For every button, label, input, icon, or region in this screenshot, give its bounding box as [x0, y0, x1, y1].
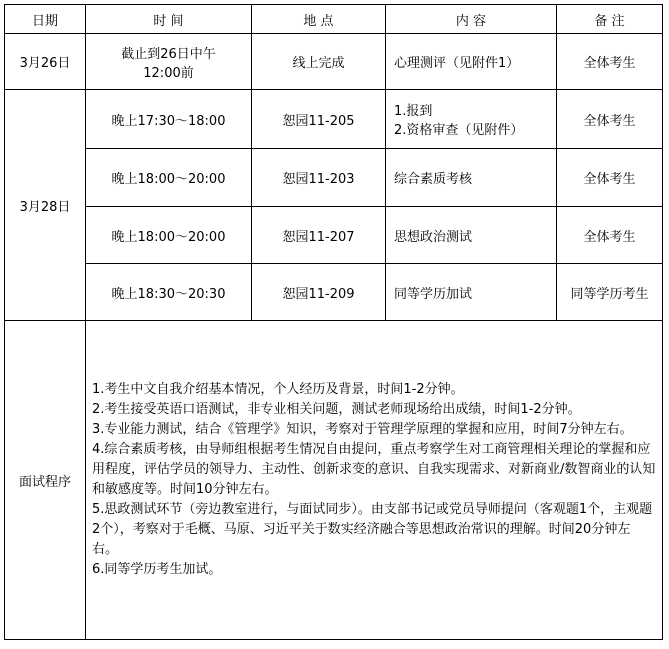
content-cell: 同等学历加试 [386, 264, 557, 321]
content-line: 1.报到 [394, 104, 433, 119]
content-cell: 综合素质考核 [386, 149, 557, 207]
table-row [5, 264, 663, 321]
procedure-item: 6.同等学历考生加试。 [92, 562, 222, 577]
table-row [5, 149, 663, 207]
time-cell: 晚上18:30～20:30 [86, 264, 252, 321]
header-note: 备 注 [557, 5, 663, 34]
header-content: 内 容 [386, 5, 557, 34]
location-cell: 恕园11-207 [252, 207, 386, 264]
content-cell: 思想政治测试 [386, 207, 557, 264]
table-row [5, 34, 663, 90]
time-line: 截止到26日中午 [121, 46, 216, 62]
content-line: 2.资格审查（见附件） [394, 123, 524, 138]
note-cell: 全体考生 [557, 149, 663, 207]
header-date: 日期 [5, 5, 86, 34]
header-location: 地 点 [252, 5, 386, 34]
time-cell: 晚上17:30～18:00 [86, 90, 252, 149]
procedure-item: 5.思政测试环节（旁边教室进行，与面试同步）。由支部书记或党员导师提问（客观题1个，主观题2个），考察对于毛概、马原、习近平关于数实经济融合等思想政治常识的理解。时间20分钟左右。 [92, 502, 653, 557]
note-cell: 全体考生 [557, 34, 663, 90]
procedure-item: 1.考生中文自我介绍基本情况，个人经历及背景，时间1-2分钟。 [92, 382, 464, 397]
header-row [5, 5, 663, 34]
time-cell: 晚上18:00～20:00 [86, 149, 252, 207]
table-row [5, 207, 663, 264]
note-cell: 全体考生 [557, 90, 663, 149]
location-cell: 恕园11-205 [252, 90, 386, 149]
location-cell: 线上完成 [252, 34, 386, 90]
content-cell [386, 90, 557, 149]
time-line: 12:00前 [143, 65, 194, 81]
time-cell [86, 34, 252, 90]
date-cell: 3月26日 [5, 34, 86, 90]
note-cell: 全体考生 [557, 207, 663, 264]
location-cell: 恕园11-209 [252, 264, 386, 321]
procedure-item: 4.综合素质考核，由导师组根据考生情况自由提问，重点考察学生对工商管理相关理论的掌握和应用程度，评估学员的领导力、主动性、创新求变的意识、自我实现需求、对新商业/数智商业的认知和敏感度等。时间10分钟左右。 [92, 442, 656, 497]
procedure-content [86, 321, 663, 640]
procedure-label: 面试程序 [5, 321, 86, 640]
procedure-item: 2.考生接受英语口语测试，非专业相关问题，测试老师现场给出成绩，时间1-2分钟。 [92, 402, 581, 417]
date-cell: 3月28日 [5, 90, 86, 321]
time-cell: 晚上18:00～20:00 [86, 207, 252, 264]
procedure-item: 3.专业能力测试，结合《管理学》知识，考察对于管理学原理的掌握和应用，时间7分钟左右。 [92, 422, 633, 437]
table-row [5, 90, 663, 149]
procedure-row [5, 321, 663, 640]
location-cell: 恕园11-203 [252, 149, 386, 207]
content-cell: 心理测评（见附件1） [386, 34, 557, 90]
header-time: 时 间 [86, 5, 252, 34]
schedule-table [4, 4, 663, 640]
note-cell: 同等学历考生 [557, 264, 663, 321]
